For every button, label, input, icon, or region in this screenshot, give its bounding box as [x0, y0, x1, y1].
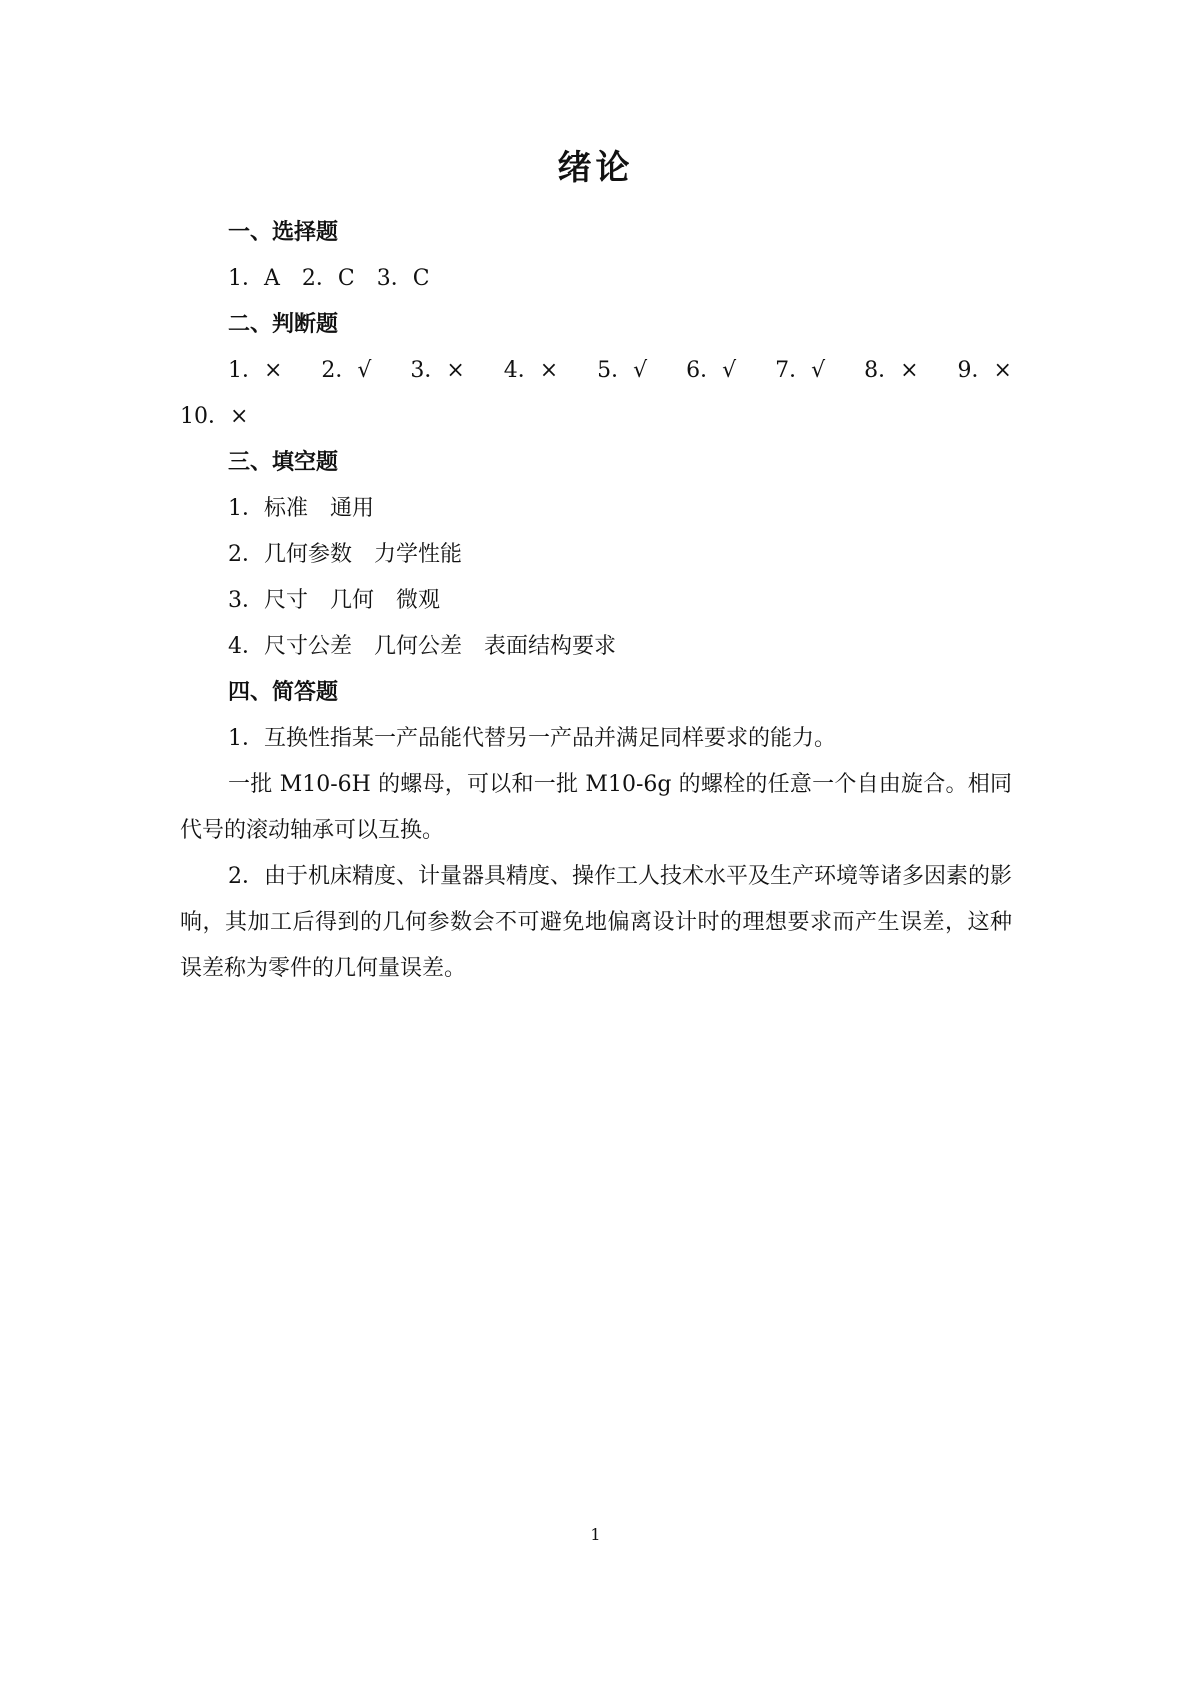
fill-answer: 2．几何参数 力学性能: [228, 542, 462, 567]
section-heading-truefalse: 二、判断题: [228, 312, 339, 337]
short-answer-paragraph: 1．互换性指某一产品能代替另一产品并满足同样要求的能力。: [228, 726, 836, 751]
tf-item: 2．√: [321, 358, 372, 383]
section-heading-short: 四、简答题: [228, 680, 339, 705]
short-answer-paragraph: 2．由于机床精度、计量器具精度、操作工人技术水平及生产环境等诸多因素的影响，其加工后得到的几何参数会不可避免地偏离设计时的理想要求而产生误差，这种误差称为零件的几何量误差。: [180, 864, 1012, 981]
tf-item: 1．×: [228, 358, 283, 383]
tf-item: 8．×: [864, 358, 919, 383]
fill-answer: 1．标准 通用: [228, 496, 374, 521]
page-title: 绪论: [557, 148, 634, 188]
tf-item: 3．×: [410, 358, 465, 383]
truefalse-answers: [180, 348, 1012, 394]
page-number: 1: [590, 1525, 601, 1544]
fill-answer: 3．尺寸 几何 微观: [228, 588, 440, 613]
fill-answer: 4．尺寸公差 几何公差 表面结构要求: [228, 634, 616, 659]
content-body: [180, 210, 1012, 992]
choice-answers: 1．A 2．C 3．C: [228, 266, 430, 291]
tf-item: 7．√: [775, 358, 826, 383]
tf-item: 4．×: [503, 358, 559, 383]
section-heading-choice: 一、选择题: [228, 220, 339, 245]
tf-item: 6．√: [686, 358, 737, 383]
tf-item: 5．√: [597, 358, 648, 383]
tf-item: 9．×: [957, 358, 1012, 383]
section-heading-fill: 三、填空题: [228, 450, 339, 475]
truefalse-answer-last: 10．×: [180, 404, 249, 429]
short-answer-paragraph: 一批 M10-6H 的螺母，可以和一批 M10-6g 的螺栓的任意一个自由旋合。相同代号的滚动轴承可以互换。: [180, 772, 1012, 843]
